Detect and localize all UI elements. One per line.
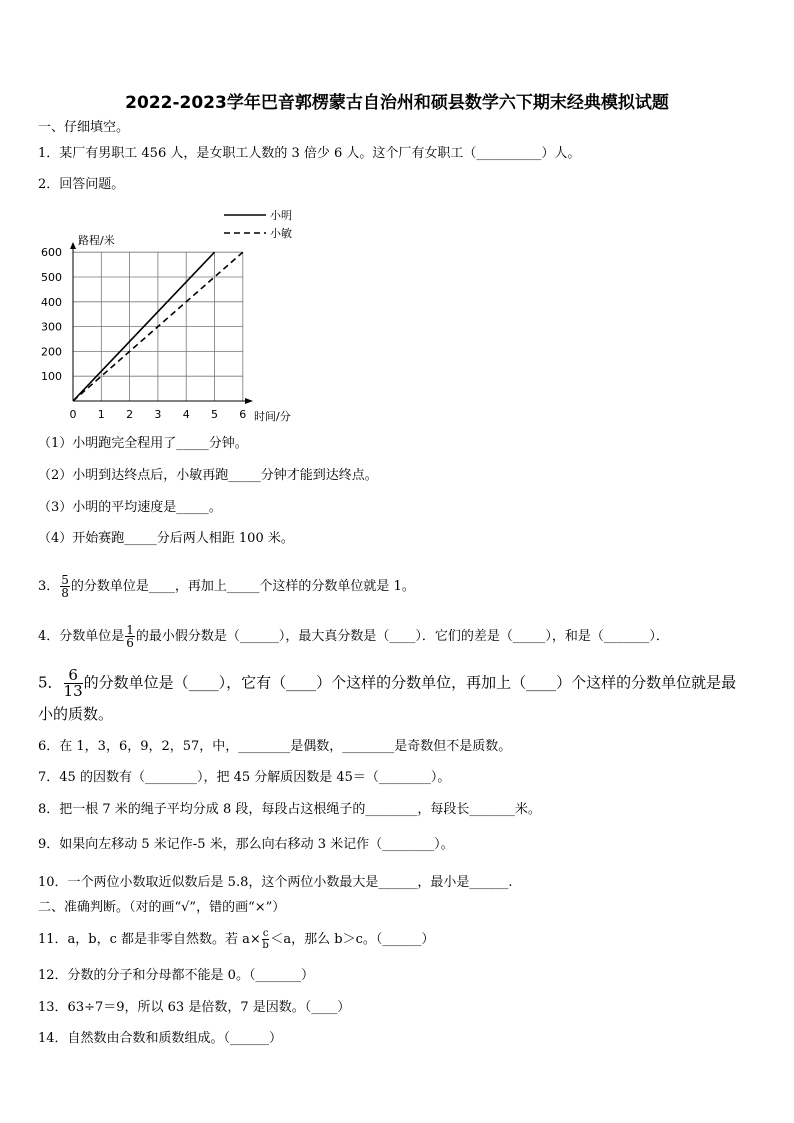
chart-tick-labels	[41, 246, 246, 421]
x-tick-label: 4	[182, 408, 190, 421]
q11-text: ＜a，那么 b＞c。（______）	[270, 932, 435, 947]
page-title: 2022-2023学年巴音郭楞蒙古自治州和硕县数学六下期末经典模拟试题	[125, 93, 669, 113]
y-tick-label: 500	[41, 271, 62, 284]
q3-denominator: 8	[61, 586, 69, 600]
question-2-part-3: （3）小明的平均速度是_____。	[38, 500, 222, 515]
legend-label: 小明	[270, 209, 292, 222]
question-2-part-1: （1）小明跑完全程用了_____分钟。	[38, 436, 248, 451]
x-tick-label: 3	[154, 408, 162, 421]
x-tick-label: 2	[126, 408, 134, 421]
question-3	[38, 574, 415, 599]
question-5	[38, 668, 736, 699]
q3-numerator: 5	[61, 573, 69, 587]
question-4	[38, 624, 669, 649]
y-tick-label: 200	[41, 345, 62, 359]
q4-fraction	[125, 624, 135, 649]
q11-fraction	[262, 928, 270, 951]
question-13: 13．63÷7＝9，所以 63 是倍数，7 是因数。（____）	[38, 1000, 351, 1015]
q4-numerator: 1	[126, 623, 134, 637]
y-tick-label: 300	[41, 320, 62, 334]
question-12: 12．分数的分子和分母都不能是 0。（_______）	[38, 968, 314, 983]
question-2: 2．回答问题。	[38, 177, 125, 192]
line-chart	[38, 205, 318, 427]
y-tick-label: 400	[41, 295, 62, 309]
question-5-continued: 小的质数。	[38, 705, 114, 723]
question-8: 8．把一根 7 米的绳子平均分成 8 段，每段占这根绳子的________，每段长_______米。	[38, 802, 541, 817]
q11-denominator: b	[262, 940, 269, 951]
question-2-part-4: （4）开始赛跑_____分后两人相距 100 米。	[38, 531, 294, 546]
legend-label: 小敏	[270, 227, 292, 240]
question-9: 9．如果向左移动 5 米记作-5 米，那么向右移动 3 米记作（________）。	[38, 837, 454, 852]
q5-text: 的分数单位是（____），它有（____）个这样的分数单位，再加上（____）个这样的分数单位就是最	[83, 673, 737, 692]
q4-text: 的最小假分数是（______），最大真分数是（____）．它们的差是（_____），和是（_______）．	[135, 629, 669, 644]
q3-number: 3．	[38, 579, 60, 594]
question-2-part-2: （2）小明到达终点后，小敏再跑_____分钟才能到达终点。	[38, 468, 378, 483]
x-axis-label: 时间/分	[254, 410, 291, 423]
question-10: 10．一个两位小数取近似数后是 5.8，这个两位小数最大是______，最小是______.	[38, 875, 513, 890]
q5-fraction	[64, 668, 83, 699]
question-11	[38, 928, 434, 951]
q4-denominator: 6	[126, 636, 134, 650]
chart-legend	[224, 208, 292, 240]
section-heading-2: 二、准确判断。（对的画“√”，错的画“×”）	[38, 900, 286, 915]
x-axis-arrow	[245, 398, 253, 404]
q5-number: 5．	[38, 673, 63, 692]
question-6: 6．在 1，3，6，9，2，57，中，________是偶数，________是奇数但不是质数。	[38, 739, 512, 754]
y-tick-label: 600	[41, 246, 62, 260]
x-tick-label: 0	[69, 408, 77, 421]
q3-text: 的分数单位是____，再加上_____个这样的分数单位就是 1。	[70, 579, 415, 594]
question-7: 7．45 的因数有（________），把 45 分解质因数是 45＝（________）。	[38, 770, 451, 785]
y-axis-arrow	[70, 242, 76, 249]
q4-text-pre: 4．分数单位是	[38, 629, 125, 644]
section-heading-1: 一、仔细填空。	[38, 120, 130, 135]
x-tick-label: 5	[211, 408, 218, 421]
q11-text-pre: 11．a，b，c 都是非零自然数。若 a×	[38, 932, 261, 947]
question-1: 1．某厂有男职工 456 人，是女职工人数的 3 倍少 6 人。这个厂有女职工（__________）人。	[38, 146, 581, 161]
q3-fraction	[60, 574, 70, 599]
y-axis-label: 路程/米	[78, 234, 115, 247]
question-14: 14．自然数由合数和质数组成。（______）	[38, 1031, 283, 1046]
q5-denominator: 13	[63, 682, 83, 700]
x-tick-label: 6	[239, 408, 247, 421]
y-tick-label: 100	[41, 370, 62, 384]
x-tick-label: 1	[97, 408, 105, 421]
q11-numerator: c	[262, 928, 269, 939]
q5-numerator: 6	[64, 668, 83, 684]
